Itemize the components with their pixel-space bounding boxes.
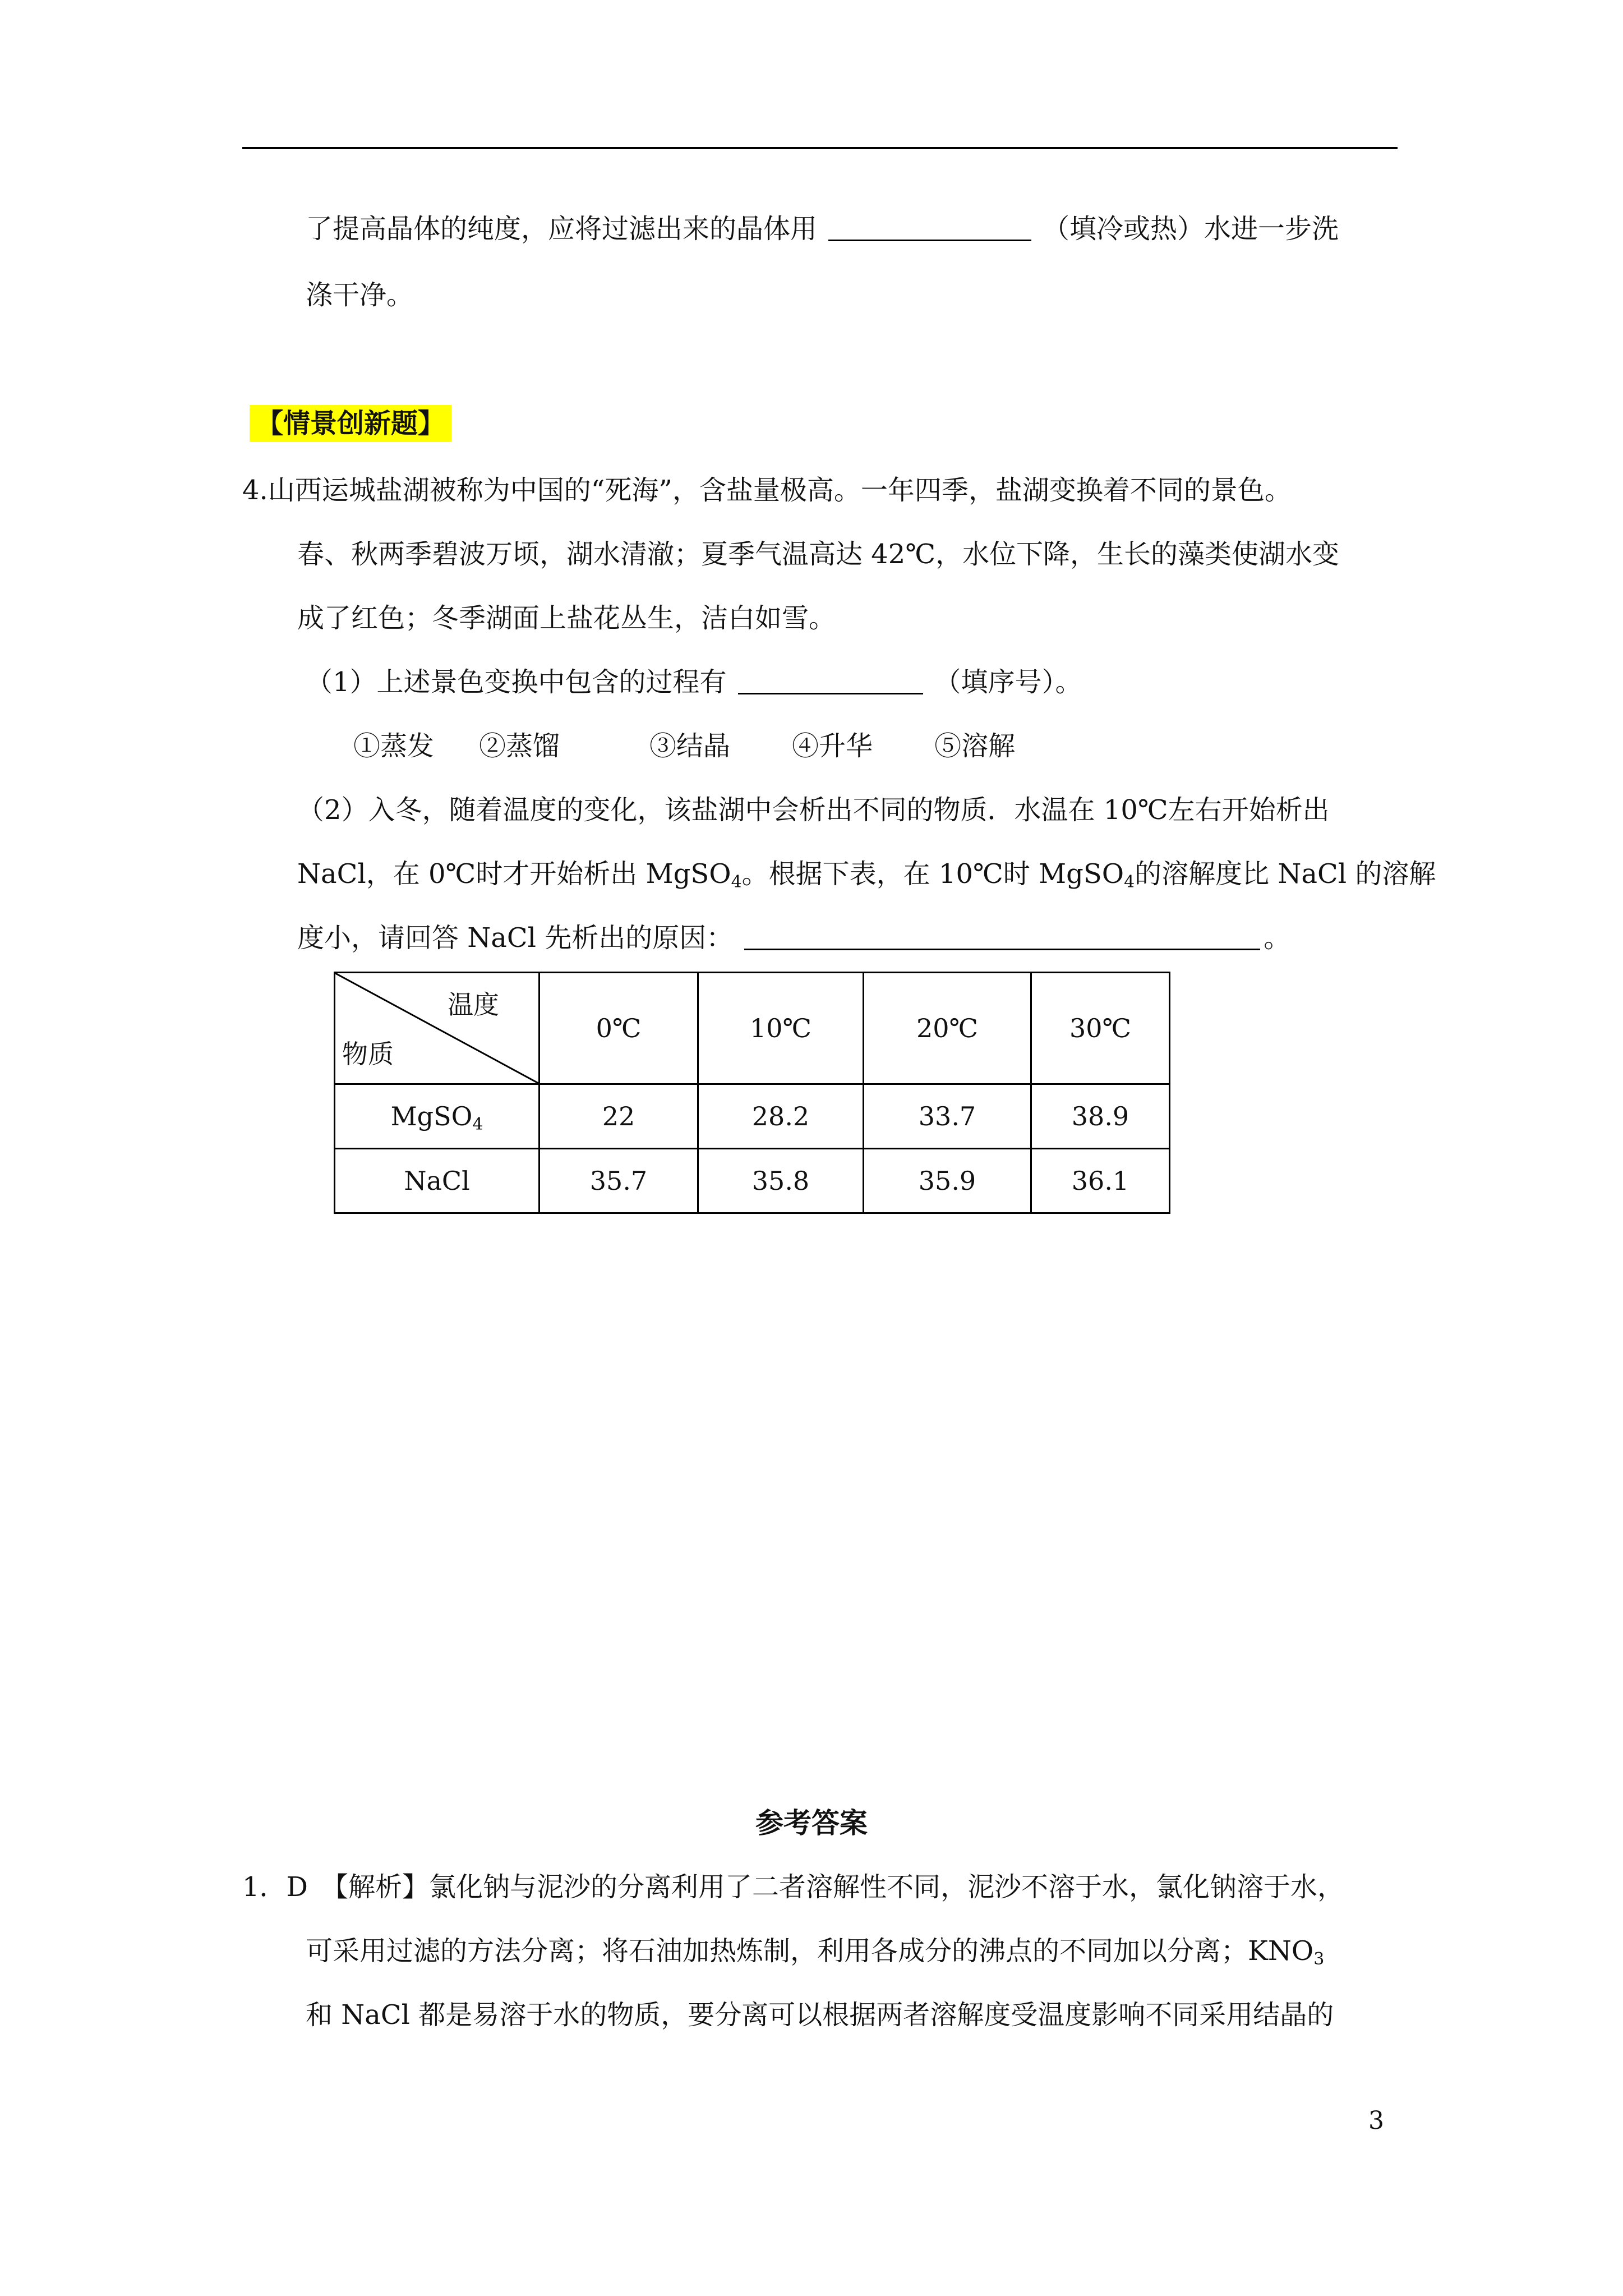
table-cell: 36.1 <box>1031 1149 1170 1213</box>
header-rule <box>242 147 1398 149</box>
subscript-4-second: 4 <box>1124 872 1135 892</box>
row-label-mgso4 <box>335 1084 540 1149</box>
header-cell: 30℃ <box>1031 973 1170 1084</box>
q4-part2-line-2-a: NaCl，在 0℃时才开始析出 MgSO <box>297 858 731 890</box>
q4-part2-line-3-suffix: 。 <box>1264 922 1291 954</box>
table-cell: 22 <box>540 1084 698 1149</box>
option-1: ①蒸发 <box>353 730 435 762</box>
table-row <box>335 1084 1170 1149</box>
q3-line-1-text: 了提高晶体的纯度，应将过滤出来的晶体用 <box>306 213 818 245</box>
q3-line-1-suffix: （填冷或热）水进一步洗 <box>1043 213 1339 245</box>
table-cell: 33.7 <box>864 1084 1031 1149</box>
q3-line-1 <box>306 212 1339 246</box>
q4-part2-line-2-c: 的溶解度比 NaCl 的溶解 <box>1135 858 1436 890</box>
q4-part2-line-3-text: 度小，请回答 NaCl 先析出的原因： <box>297 922 734 954</box>
q4-part1 <box>306 665 1082 699</box>
answers-title: 参考答案 <box>755 1806 868 1839</box>
q4-stem-line-3: 成了红色；冬季湖面上盐花丛生，洁白如雪。 <box>297 602 836 634</box>
answer-1-line-2-text: 可采用过滤的方法分离；将石油加热炼制，利用各成分的沸点的不同加以分离；KNO <box>306 1935 1314 1967</box>
solubility-table <box>334 972 1170 1214</box>
q4-part1-options <box>353 729 1060 763</box>
subscript-4: 4 <box>731 872 742 892</box>
row-label-text: NaCl <box>404 1166 470 1196</box>
q4-part2-line-2 <box>297 857 1436 891</box>
q4-part2-line-2-b: 。根据下表，在 10℃时 MgSO <box>741 858 1124 890</box>
page-number: 3 <box>1368 2106 1384 2135</box>
table-row <box>335 1149 1170 1213</box>
q4-part2-line-1: （2）入冬，随着温度的变化，该盐湖中会析出不同的物质．水温在 10℃左右开始析出 <box>297 794 1330 826</box>
table-cell: 28.2 <box>698 1084 864 1149</box>
row-label-nacl <box>335 1149 540 1213</box>
answer-1-line-3: 和 NaCl 都是易溶于水的物质，要分离可以根据两者溶解度受温度影响不同采用结晶的 <box>306 1999 1334 2031</box>
q4-part1-answer-blank[interactable] <box>738 668 923 694</box>
q4-stem-line-2: 春、秋两季碧波万顷，湖水清澈；夏季气温高达 42℃，水位下降，生长的藻类使湖水变 <box>297 539 1340 570</box>
corner-temperature-label: 温度 <box>448 990 499 1020</box>
q4-part2-line-3 <box>297 921 1290 955</box>
row-label-text: MgSO <box>390 1101 473 1131</box>
table-cell: 38.9 <box>1031 1084 1170 1149</box>
corner-substance-label: 物质 <box>342 1039 394 1069</box>
q4-part2-answer-blank[interactable] <box>744 924 1260 950</box>
q4-stem-line-1: 4.山西运城盐湖被称为中国的“死海”，含盐量极高。一年四季，盐湖变换着不同的景色。 <box>242 475 1292 506</box>
option-2: ②蒸馏 <box>479 730 560 762</box>
answer-1-line-1: 1．D 【解析】氯化钠与泥沙的分离利用了二者溶解性不同，泥沙不溶于水，氯化钠溶于水， <box>242 1871 1345 1903</box>
table-cell: 35.8 <box>698 1149 864 1213</box>
q4-part1-suffix: （填序号）。 <box>934 666 1082 698</box>
subscript-3: 3 <box>1313 1949 1325 1969</box>
table-header-row <box>335 973 1170 1084</box>
option-5: ⑤溶解 <box>934 730 1016 762</box>
q4-part1-text: （1）上述景色变换中包含的过程有 <box>306 666 727 698</box>
option-3: ③结晶 <box>649 730 731 762</box>
q3-line-2: 涤干净。 <box>306 279 414 311</box>
answer-1-line-2 <box>306 1934 1324 1968</box>
section-label: 【情景创新题】 <box>250 405 451 442</box>
header-cell: 20℃ <box>864 973 1031 1084</box>
option-4: ④升华 <box>792 730 873 762</box>
table-cell: 35.9 <box>864 1149 1031 1213</box>
table-cell: 35.7 <box>540 1149 698 1213</box>
row-label-subscript: 4 <box>472 1115 483 1134</box>
table-corner-cell <box>335 973 540 1084</box>
q3-answer-blank[interactable] <box>828 215 1031 241</box>
header-cell: 10℃ <box>698 973 864 1084</box>
header-cell: 0℃ <box>540 973 698 1084</box>
